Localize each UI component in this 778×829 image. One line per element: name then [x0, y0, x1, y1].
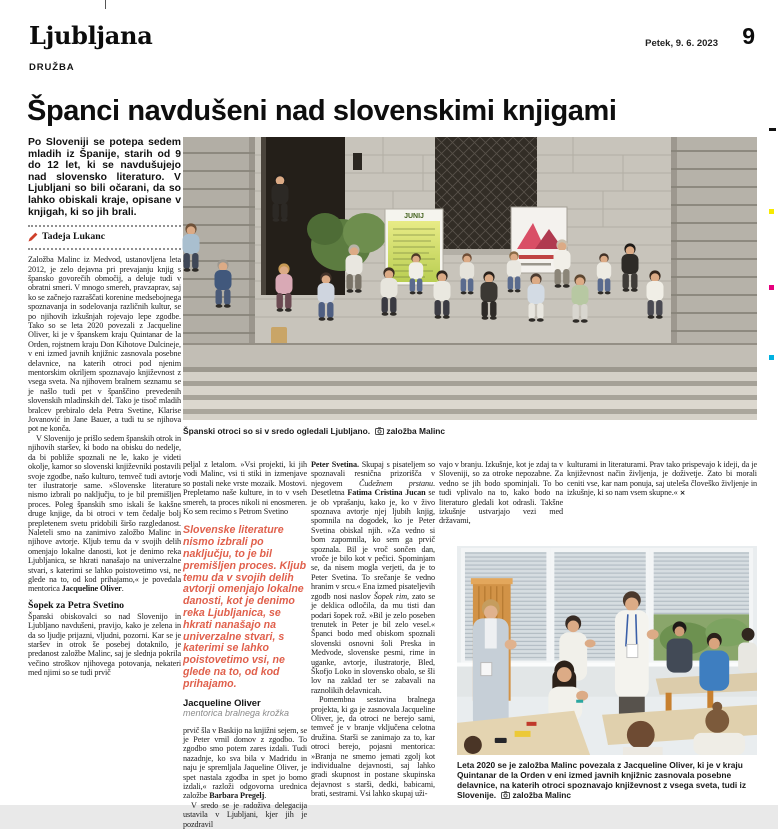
secondary-photo: [457, 546, 757, 755]
section-masthead: Ljubljana: [29, 21, 153, 50]
body-paragraph: peljal z letalom. »Vsi projekti, ki jih vodi Malinc, vsi ti stiki in izmenjave so postali neke vrste mozaik. Mostovi. Prepletamo naše kulture, in to v vseh smereh, ta proces nikoli ni enosmeren. Ko sem recimo s Petrom Svetino: [183, 460, 307, 517]
secondary-photo-illustration: [457, 546, 757, 755]
secondary-photo-caption: [457, 760, 757, 800]
column-4: [439, 460, 563, 550]
column-2: [183, 460, 307, 829]
article-headline: Španci navdušeni nad slovenskimi knjigami: [27, 95, 617, 128]
body-paragraph: Španski obiskovalci so nad Slovenijo in Ljubljano navdušeni, pravijo, kako je zelena in da so ljudje prijazni, vljudni, pozorni. Kar se je staršev in otrok še posebej dotaknilo, je predanost založbe Malinc, saj je slednja pokrila večino stroškov njihovega potovanja, nekateri med njimi so se tudi prvič: [28, 611, 181, 678]
dotted-rule: [28, 248, 181, 250]
pull-quote: Slovenske literature nismo izbrali po naključju, to je bil premišljen proces. Kljub temu da v svojih delih avtorji omenjajo lokalne danosti, kot je denimo reka Ljubljanica, se hkrati nanašajo na univerzalne stvari, s katerimi se lahko poistovetimo vsi, ne glede na to, od kod prihajamo.: [183, 524, 307, 690]
dotted-rule: [28, 225, 181, 227]
svg-text:JUNIJ: JUNIJ: [404, 213, 424, 220]
registration-mark-magenta: [769, 285, 774, 290]
camera-icon: [375, 427, 384, 435]
byline-name: Tadeja Lukanc: [42, 231, 106, 243]
column-3: [311, 460, 435, 805]
body-paragraph: vajo v branju. Izkušnje, kot je zdaj ta v Sloveniji, so za otroke nepozabne. Za vedno se jih bodo spominjali. To bo tudi vplivalo na to, kako bodo na literaturo gledali kot odrasli. Takšne izkušnje ustvarjajo vezi med državami,: [439, 460, 563, 526]
body-paragraph: V sredo se je radoživa delegacija ustavila v Ljubljani, kjer jih je pozdravil: [183, 800, 307, 829]
pull-quote-role: mentorica bralnega krožka: [183, 707, 290, 718]
date-label: Petek, 9. 6. 2023: [645, 38, 718, 49]
registration-mark-black: [769, 128, 776, 131]
main-photo: [183, 137, 757, 420]
pull-quote-author: Jacqueline Oliver: [183, 696, 261, 708]
main-photo-caption: [183, 426, 757, 436]
body-paragraph: Peter Svetina. Skupaj s pisateljem so spoznavali resnična prizorišča v njegovem Čudežnem prstanu. Desetletna Fatima Cristina Jucan se je ob vprašanju, kako je, ko v živo spoznava avtorje njej ljubih knjig, spomnila na dogodek, ko je Peter Svetina obiskal njih. »Za vedno si bom zapomnila, ko sem ga prvič spoznala. Bil je vroč sončen dan, vroče je bilo kot v pečici. Spominjam se, da nisem mogla verjeti, da je to Peter Svetina. To srečanje še vedno hranim v srcu.« Ena izmed pisateljevih zgodb nosi naslov Šopek rim, zato se je deklica odločila, da mu tisti dan podari šopek rož. »Bil je zelo poseben trenutek in Peter je bil zelo vesel.« Španci bodo med obiskom spoznali slovenski osnovni šoli Preska in Medvode, slovenske pesmi, rime in uganke, avtorje, ilustratorje, Bled, Škofjo Loko in slovensko obalo, se šli lov na zaklad ter se zabavali na raznolikih delavnicah.: [311, 460, 436, 695]
photo-credit: založba Malinc: [372, 426, 445, 436]
registration-mark-cyan: [769, 355, 774, 360]
body-paragraph: V Slovenijo je prišlo sedem španskih otrok in njihovih staršev, ki bodo na obisku do nedelje, da bi pobliže spoznali ne le, kako je videti okolje, kamor so slovenski književniki postavili svoje zgodbe, našo kulturo, temveč tudi avtorje ter ilustratorje same. »Slovenske literature nismo izbrali po naključju, to je bil premišljen proces. Poleg španskih smo iskali še kakšne druge knjige, da bi otroci v tem čedalje bolj prepletenem svetu pridobili širšo razgledanost. Naleteli smo na zanimivo založbo Malinc in njihove avtorje. Kljub temu da v svojih delih omenjajo lokalne danosti, kot je denimo reka Ljubljanica, se hkrati nanašajo na univerzalne stvari, s katerimi se lahko poistovetimo vsi, ne glede na to, od kod prihajamo,« je povedala mentorica Jacqueline Oliver.: [28, 433, 181, 594]
caption-text: Leta 2020 se je založba Malinc povezala z Jacqueline Oliver, ki je v kraju Quintanar de la Orden v eni izmed javnih knjižnic zasnovala posebne delavnice, na katerih otroci spoznavajo književnost z vsega sveta, tudi iz Slovenije.: [457, 760, 747, 800]
article-kicker: DRUŽBA: [29, 62, 75, 73]
page-number: 9: [742, 23, 755, 49]
crop-mark: [105, 0, 106, 9]
caption-text: Španski otroci so si v sredo ogledali Ljubljano.: [183, 426, 371, 436]
main-photo-illustration: [183, 137, 757, 420]
column-1: [28, 137, 181, 805]
column-5: [567, 460, 757, 550]
body-paragraph: prvič šla v Baskijo na knjižni sejem, se je Peter vrnil domov z zgodbo. To zgodbo smo potem zares izdali. Tudi nazadnje, ko sva bila v Madridu in naju je spremljala Jaqueline Oliver, je spet nastala zgodba in spet jo bomo izdali,« razloži odgovorna urednica založbe Barbara Pregelj.: [183, 725, 307, 801]
byline: [28, 229, 181, 246]
photo-credit: založba Malinc: [498, 790, 571, 800]
camera-icon: [501, 791, 510, 799]
article-lede: Po Sloveniji se potepa sedem mladih iz Španije, starih od 9 do 12 let, ki se navdušujejo nad slovensko literaturo. V Ljubljani so bili očarani, da so lahko obiskali kraje, opisane v knjigah, ki so jih brali.: [28, 137, 181, 218]
subheading: Šopek za Petra Svetino: [28, 599, 125, 611]
registration-mark-yellow: [769, 209, 774, 214]
pencil-icon: [28, 232, 38, 242]
body-paragraph: Pomembna sestavina bralnega projekta, ki ga je zasnovala Jacqueline Oliver, je, da otroci ne berejo sami, temveč je v branje vključena celotna družina. Starši se zanimajo za to, kar otroci berejo, pojasni mentorica: »Branja ne smemo jemati zgolj kot individualne dejavnosti, saj lahko gradi skupnost in postane skupinska dejavnost s starši, dedki, babicami, brati, sestrami. Vsi lahko skupaj uži-: [311, 695, 435, 799]
body-paragraph: kulturami in literaturami. Prav tako prispevajo k ideji, da je književnost način življenja, je doživetje. Zato bi morali ceniti vse, kar nam ponuja, saj uteleša človeško življenje in izkušnje, ki so nam vsem skupne.« ×: [567, 460, 757, 498]
column-1-text: [28, 255, 181, 677]
body-paragraph: Založba Malinc iz Medvod, ustanovljena leta 2012, je zelo dejavna pri prevajanju knjig s špansko govorečih območij, a deluje tudi v obratni smeri. V mnogo smereh, pravzaprav, saj ko se začnejo razraščati korenine medsebojnega spoznavanja in sodelovanja različnih kultur, se po njihovih izkušnjah rojevajo lepe zgodbe. Tako so se leta 2020 povezali z Jacqueline Oliver, ki je v španskem kraju Quintanar de la Orden, rojstnem kraju Don Kihotove Dulcineje, v eni izmed javnih knjižnic zasnovala posebne delavnice, na katerih otroci pod njenim mentorskim okriljem spoznavajo književnost z vsega sveta. Na njihovem bralnem seznamu se je našlo tudi pet v španščino prevedenih slovenskih mladinskih del. Tako je tisoč mladih bralcev prebiralo dela Petra Svetine, Klarise Jovanović in Jane Bauer, a tudi tu se njihova pot ne konča.: [28, 255, 181, 434]
